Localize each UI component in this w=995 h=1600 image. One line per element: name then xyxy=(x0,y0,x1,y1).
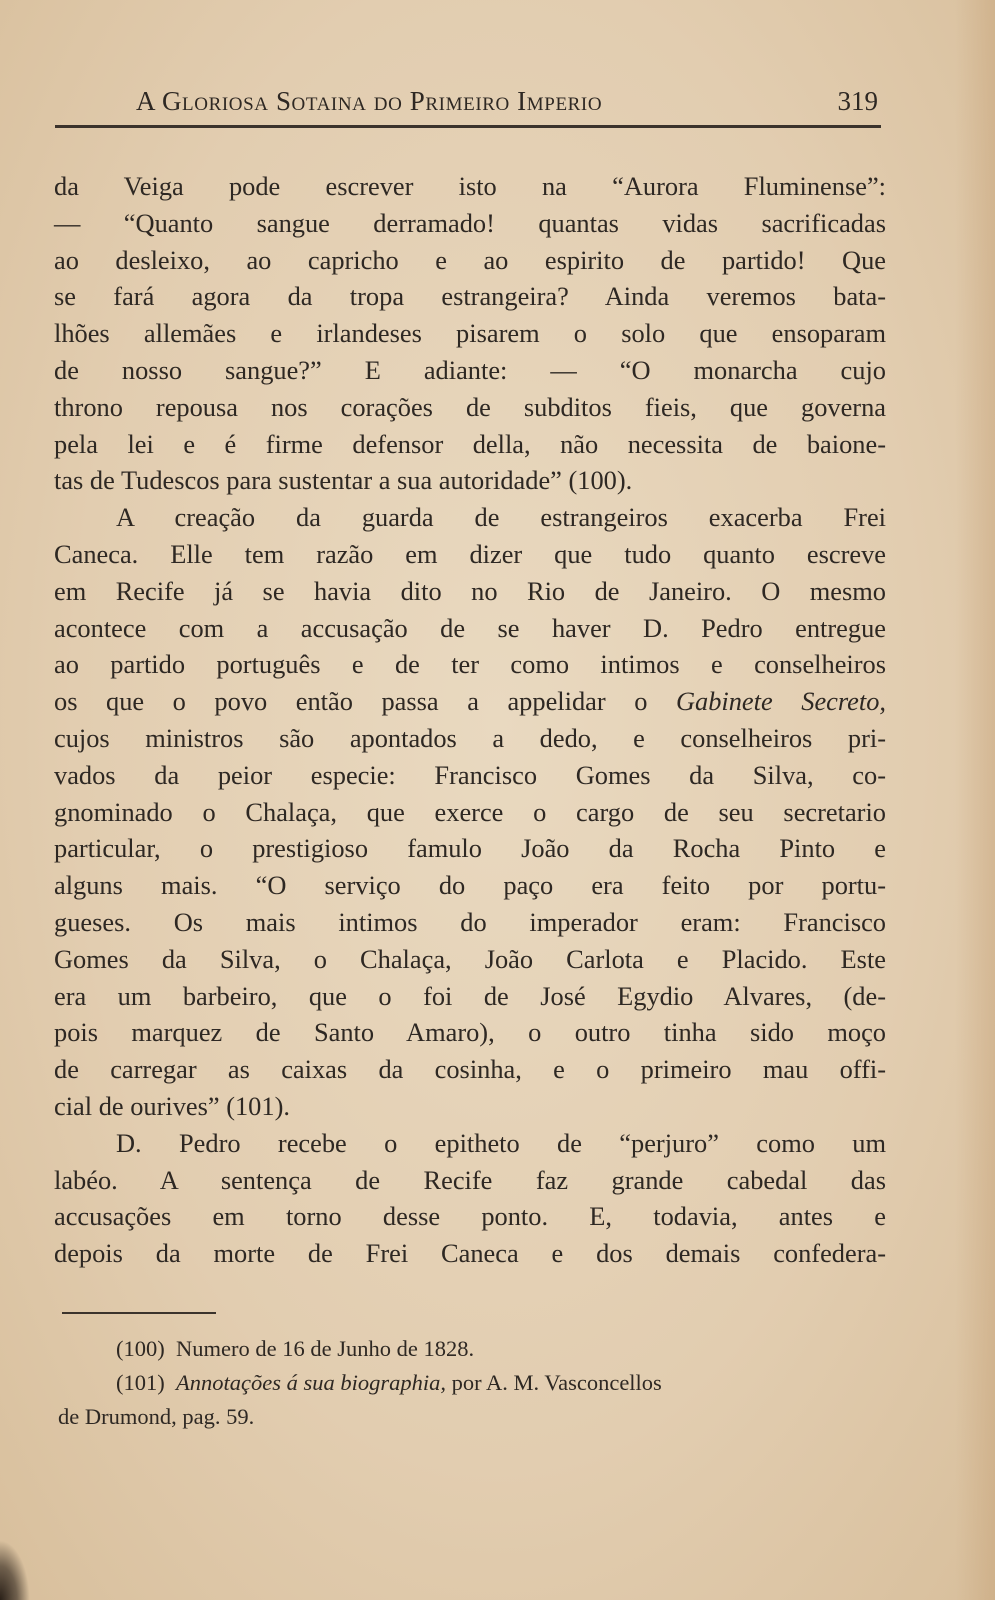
text-line: tas de Tudescos para sustentar a sua autoridade” (100). xyxy=(54,465,633,496)
text-line: particular, o prestigioso famulo João da Rocha Pinto e xyxy=(54,833,886,864)
text-line: lhões allemães e irlandeses pisarem o solo que ensoparam xyxy=(54,318,886,349)
text-line: throno repousa nos corações de subditos fieis, que governa xyxy=(54,391,886,422)
footnote-marker: (100) xyxy=(116,1336,165,1361)
text-line: da Veiga pode escrever isto na “Aurora Fluminense”: xyxy=(54,171,886,201)
text-line: Caneca. Elle tem razão em dizer que tudo quanto escreve xyxy=(54,538,886,569)
text-line: era um barbeiro, que o foi de José Egydio Alvares, (de- xyxy=(54,980,886,1011)
text-segment: os que o povo então passa a appelidar o xyxy=(54,686,676,717)
text-line: de nosso sangue?” E adiante: — “O monarcha cujo xyxy=(54,354,886,385)
footnote-rule xyxy=(62,1312,216,1314)
text-line: ao partido português e de ter como intimos e conselheiros xyxy=(54,649,886,680)
text-line: gnominado o Chalaça, que exerce o cargo de seu secretario xyxy=(54,796,886,827)
footnote-100 xyxy=(62,1332,888,1366)
footnote-101-continuation: de Drumond, pag. 59. xyxy=(58,1404,255,1429)
page-number: 319 xyxy=(837,86,878,116)
footnote-marker: (101) xyxy=(116,1370,165,1395)
text-line: gueses. Os mais intimos do imperador eram: Francisco xyxy=(54,906,886,937)
page-edge-shading xyxy=(955,0,995,1600)
text-line: pela lei e é firme defensor della, não necessita de baione- xyxy=(54,428,886,459)
text-line: se fará agora da tropa estrangeira? Ainda veremos bata- xyxy=(54,281,886,312)
text-line: — “Quanto sangue derramado! quantas vidas sacrificadas xyxy=(54,207,886,238)
text-line: accusações em torno desse ponto. E, todavia, antes e xyxy=(54,1201,886,1232)
italic-phrase: Gabinete Secreto, xyxy=(675,686,886,717)
text-line: labéo. A sentença de Recife faz grande cabedal das xyxy=(54,1164,886,1195)
text-line: de carregar as caixas da cosinha, e o primeiro mau offi- xyxy=(54,1054,886,1085)
text-line-with-italic xyxy=(54,683,886,720)
text-line: pois marquez de Santo Amaro), o outro tinha sido moço xyxy=(54,1017,886,1048)
paragraph-start: A creação da guarda de estrangeiros exacerba Frei xyxy=(116,502,886,533)
footnote-title: Annotações á sua biographia, xyxy=(176,1370,446,1395)
text-line: cial de ourives” (101). xyxy=(54,1090,290,1121)
text-line: vados da peior especie: Francisco Gomes da Silva, co- xyxy=(54,759,886,790)
text-line: cujos ministros são apontados a dedo, e conselheiros pri- xyxy=(54,722,886,753)
text-line: ao desleixo, ao capricho e ao espirito de partido! Que xyxy=(54,244,886,275)
page-header xyxy=(136,86,880,122)
text-line: Gomes da Silva, o Chalaça, João Carlota e Placido. Este xyxy=(54,943,886,974)
footnote-text: Numero de 16 de Junho de 1828. xyxy=(176,1336,475,1361)
text-line: em Recife já se havia dito no Rio de Janeiro. O mesmo xyxy=(54,575,886,606)
body-text xyxy=(54,168,886,1272)
footnotes xyxy=(58,1332,888,1434)
text-line: depois da morte de Frei Caneca e dos demais confedera- xyxy=(54,1238,886,1269)
footnote-text: por A. M. Vasconcellos xyxy=(446,1370,662,1395)
header-rule xyxy=(55,125,881,128)
text-line: alguns mais. “O serviço do paço era feito por portu- xyxy=(54,870,886,901)
paragraph-start: D. Pedro recebe o epitheto de “perjuro” como um xyxy=(116,1127,886,1158)
corner-shadow xyxy=(0,1540,30,1600)
running-title: A Gloriosa Sotaina do Primeiro Imperio xyxy=(136,86,603,116)
text-line: acontece com a accusação de se haver D. Pedro entregue xyxy=(54,612,886,643)
footnote-101 xyxy=(62,1366,888,1400)
